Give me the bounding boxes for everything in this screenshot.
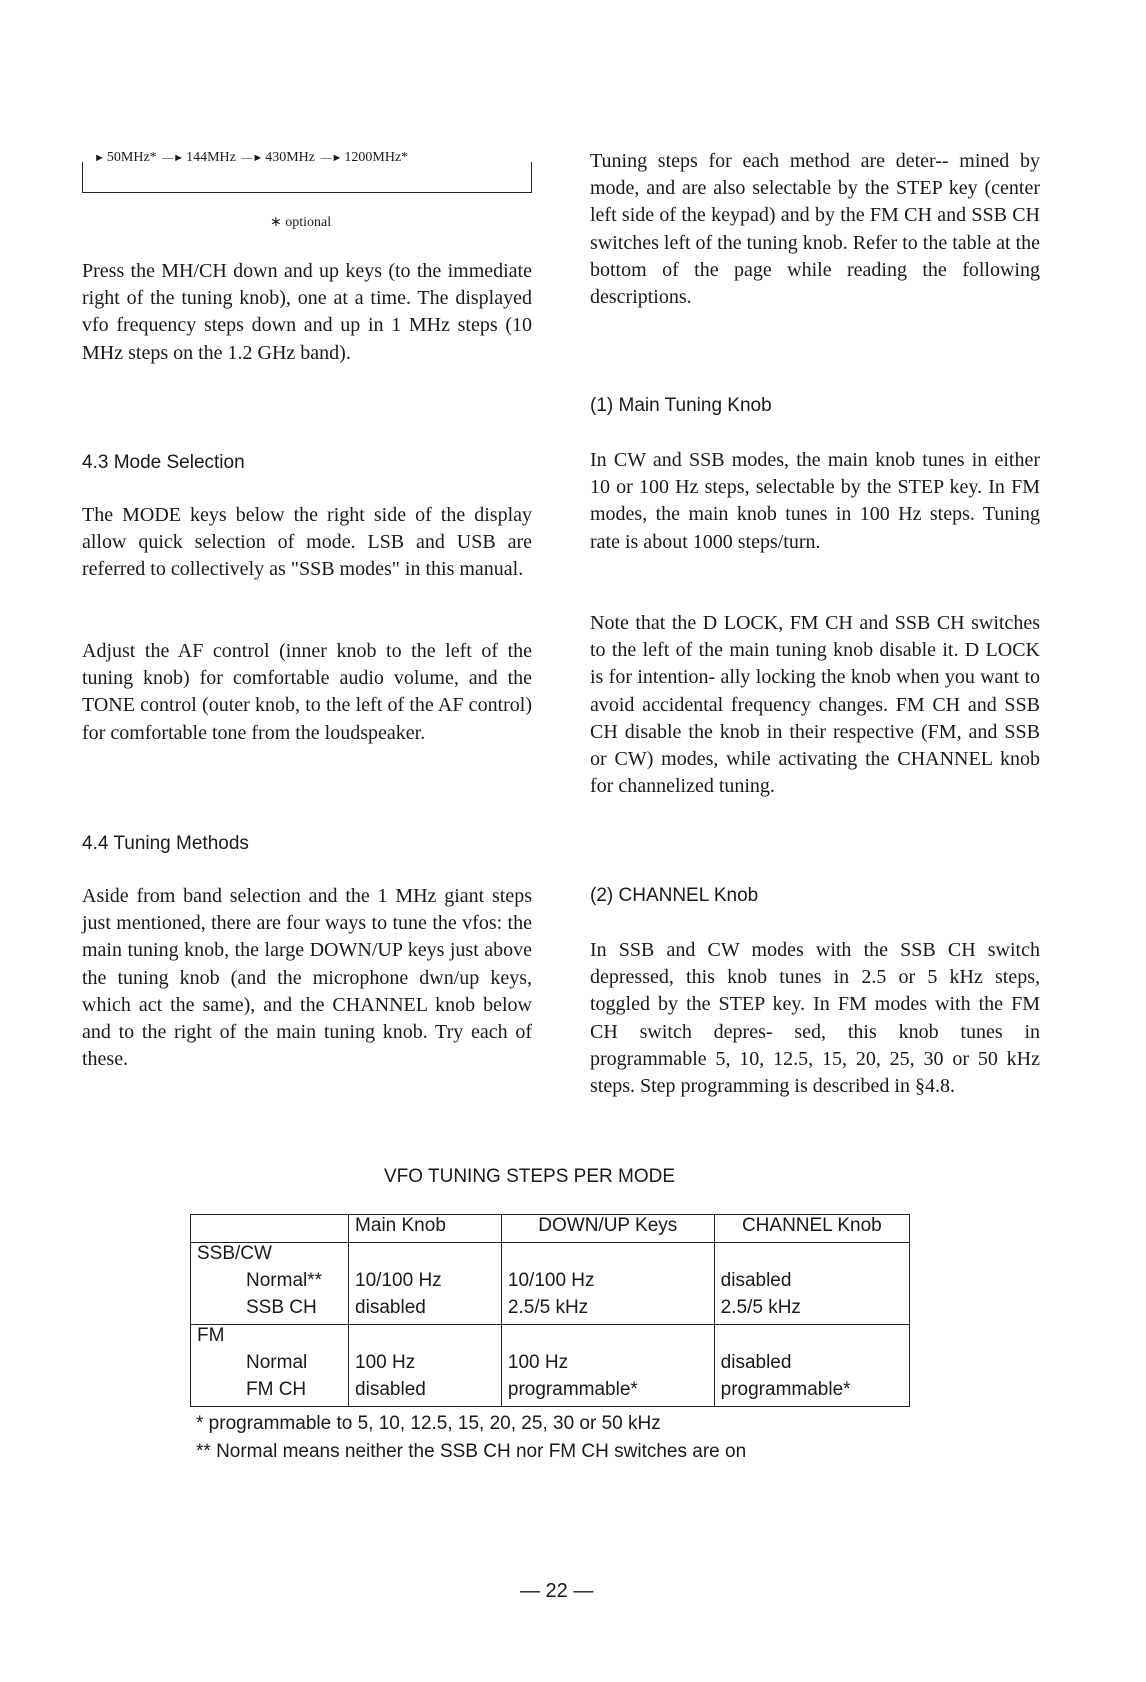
table-cell: 2.5/5 kHz <box>714 1297 909 1325</box>
table-cell: 10/100 Hz <box>349 1270 502 1297</box>
table-header-cell: CHANNEL Knob <box>714 1215 909 1243</box>
band-item: 430MHz <box>265 150 316 165</box>
page-number: — 22 — <box>520 1580 594 1602</box>
main-tuning-knob-heading: (1) Main Tuning Knob <box>590 395 772 416</box>
channel-knob-heading: (2) CHANNEL Knob <box>590 885 759 906</box>
footnote-programmable: * programmable to 5, 10, 12.5, 15, 20, 25, 30 or 50 kHz <box>196 1413 661 1434</box>
table-cell: FM CH <box>191 1379 349 1407</box>
table-cell: 2.5/5 kHz <box>501 1297 714 1325</box>
table-header-cell: Main Knob <box>349 1215 502 1243</box>
table-header-row <box>191 1215 910 1243</box>
table-cell: disabled <box>349 1379 502 1407</box>
table-title: VFO TUNING STEPS PER MODE <box>384 1166 676 1187</box>
mhch-keys-paragraph: Press the MH/CH down and up keys (to the immediate right of the tuning knob), one at a time. The displayed vfo frequency steps down and up in 1 MHz steps (10 MHz steps on the 1.2 GHz band). <box>82 260 532 364</box>
tuning-steps-paragraph: Tuning steps for each method are deter-- mined by mode, and are also selectable by the STEP key (center left side of the keypad) and by the FM CH and SSB CH switches left of the tuning knob. Refer to the table at the bottom of the page while reading the following descriptions. <box>590 150 1040 309</box>
footnote-normal: ** Normal means neither the SSB CH nor FM CH switches are on <box>196 1441 747 1462</box>
band-diagram-frame <box>82 162 532 193</box>
band-item: 1200MHz* <box>344 150 409 165</box>
table-cell: programmable* <box>501 1379 714 1407</box>
table-row <box>191 1270 910 1297</box>
table-row <box>191 1352 910 1379</box>
table-header-cell <box>191 1215 349 1243</box>
band-item: 50MHz* <box>106 150 157 165</box>
channel-knob-paragraph: In SSB and CW modes with the SSB CH switch depressed, this knob tunes in 2.5 or 5 kHz steps, toggled by the STEP key. In FM modes with the FM CH switch depres- sed, this knob tunes in programmable 5, 10, 12.5, 15, 20, 25, 30 or 50 kHz steps. Step programming is described in §4.8. <box>590 939 1040 1098</box>
table-cell: disabled <box>714 1270 909 1297</box>
table-group-row <box>191 1325 910 1353</box>
section-4-4-heading: 4.4 Tuning Methods <box>82 833 249 854</box>
band-item: 144MHz <box>186 150 236 165</box>
lock-switches-paragraph: Note that the D LOCK, FM CH and SSB CH switches to the left of the main tuning knob disable it. D LOCK is for intention- ally locking the knob when you want to avoid accidental frequency changes. FM CH and SSB CH disable the knob in their respective (FM, and SSB or CW) modes, while activating the CHANNEL knob for channelized tuning. <box>590 612 1040 798</box>
table-header-cell: DOWN/UP Keys <box>501 1215 714 1243</box>
table-cell: 100 Hz <box>349 1352 502 1379</box>
table-cell: 10/100 Hz <box>501 1270 714 1297</box>
table-cell: Normal** <box>191 1270 349 1297</box>
af-tone-paragraph: Adjust the AF control (inner knob to the left of the tuning knob) for comfortable audio volume, and the TONE control (outer knob, to the left of the AF control) for comfortable tone from the loudspeaker. <box>82 640 532 744</box>
group-label: FM <box>191 1325 349 1353</box>
group-label: SSB/CW <box>191 1243 349 1271</box>
table-cell: Normal <box>191 1352 349 1379</box>
table-cell: SSB CH <box>191 1297 349 1325</box>
table-cell: disabled <box>714 1352 909 1379</box>
table-cell: 100 Hz <box>501 1352 714 1379</box>
band-diagram <box>82 150 532 195</box>
tuning-methods-paragraph: Aside from band selection and the 1 MHz giant steps just mentioned, there are four ways to tune the vfos: the main tuning knob, the large DOWN/UP keys just above the tuning knob (and the microphone dwn/up keys, which act the same), and the CHANNEL knob below and to the right of the main tuning knob. Try each of these. <box>82 885 532 1071</box>
table-row <box>191 1297 910 1325</box>
section-4-3-heading: 4.3 Mode Selection <box>82 452 245 473</box>
main-knob-paragraph: In CW and SSB modes, the main knob tunes in either 10 or 100 Hz steps, selectable by the STEP key. In FM modes, the main knob tunes in 100 Hz steps. Tuning rate is about 1000 steps/turn. <box>590 449 1040 553</box>
mode-keys-paragraph: The MODE keys below the right side of the display allow quick selection of mode. LSB and USB are referred to collectively as "SSB modes" in this manual. <box>82 504 532 581</box>
table-row <box>191 1379 910 1407</box>
tuning-steps-table <box>190 1214 910 1407</box>
band-sequence: ► 50MHz* —► 144MHz —► 430MHz —► 1200MHz* <box>94 150 413 166</box>
band-optional-note: ∗ optional <box>270 215 332 230</box>
table-cell: disabled <box>349 1297 502 1325</box>
table-cell: programmable* <box>714 1379 909 1407</box>
table-group-row <box>191 1243 910 1271</box>
